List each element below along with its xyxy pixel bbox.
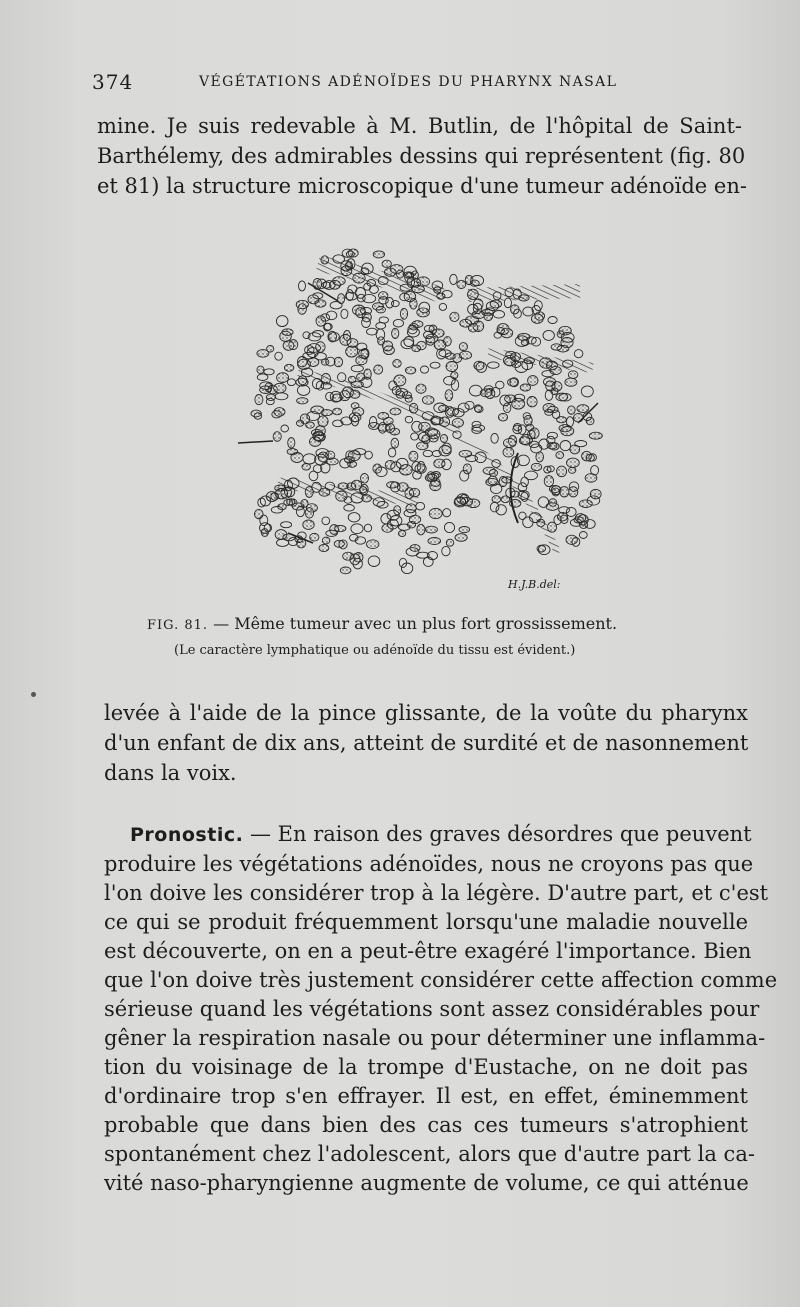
cell-mark xyxy=(409,451,418,461)
cell-mark xyxy=(255,395,263,405)
cell-mark xyxy=(567,417,574,427)
cell-mark xyxy=(459,527,470,533)
cell-mark xyxy=(341,309,348,318)
cell-mark xyxy=(356,356,367,365)
cell-mark xyxy=(528,376,538,386)
cell-mark xyxy=(297,385,309,395)
cell-mark xyxy=(271,493,279,500)
cell-mark xyxy=(343,552,354,560)
cell-mark xyxy=(274,408,285,417)
cell-mark xyxy=(297,398,308,404)
cell-mark xyxy=(548,317,557,324)
cell-mark xyxy=(296,300,308,308)
cell-mark xyxy=(373,464,382,473)
cell-mark xyxy=(490,502,499,512)
cell-mark xyxy=(531,463,541,470)
cell-mark xyxy=(559,326,571,335)
cell-mark xyxy=(416,384,426,393)
cell-mark xyxy=(551,388,558,395)
cell-mark xyxy=(459,450,472,457)
cell-mark xyxy=(394,375,406,386)
cell-mark xyxy=(260,515,268,525)
cell-mark xyxy=(351,415,358,426)
cell-mark xyxy=(364,524,371,532)
histology-illustration xyxy=(218,233,614,603)
cell-mark xyxy=(569,487,578,497)
cell-mark xyxy=(367,540,379,549)
cell-mark xyxy=(417,524,425,535)
cell-mark xyxy=(303,454,316,464)
cell-mark xyxy=(498,413,507,421)
cell-mark xyxy=(557,466,567,477)
cell-mark xyxy=(338,294,345,304)
cell-mark xyxy=(311,406,324,414)
cell-mark xyxy=(348,513,360,522)
cell-mark xyxy=(319,544,329,551)
cell-mark xyxy=(585,474,597,483)
cell-mark xyxy=(373,251,384,258)
cell-mark xyxy=(281,522,292,528)
cell-mark xyxy=(513,425,522,434)
cell-mark xyxy=(551,486,561,495)
running-title: VÉGÉTATIONS ADÉNOÏDES DU PHARYNX NASAL xyxy=(199,74,618,90)
cell-mark xyxy=(278,504,287,510)
cell-mark xyxy=(454,498,466,507)
cell-mark xyxy=(405,416,412,423)
cell-mark xyxy=(251,410,261,417)
body-line: ce qui se produit fréquemment lorsqu'une maladie nouvelle xyxy=(104,910,748,934)
body-line: d'ordinaire trop s'en effrayer. Il est, en effet, éminemment xyxy=(104,1084,748,1108)
cell-mark xyxy=(291,453,303,463)
cell-mark xyxy=(445,390,453,401)
cell-mark xyxy=(557,417,567,423)
cell-mark xyxy=(457,280,466,288)
cell-mark xyxy=(537,545,546,552)
cell-mark xyxy=(348,451,360,461)
cell-mark xyxy=(376,323,386,329)
cell-mark xyxy=(470,280,479,286)
cell-mark xyxy=(305,346,314,355)
cell-mark xyxy=(392,328,399,338)
body-line: probable que dans bien des cas ces tumeurs s'atrophient xyxy=(104,1113,748,1137)
cell-mark xyxy=(322,537,330,544)
cell-mark xyxy=(409,324,418,330)
cell-mark xyxy=(305,508,313,518)
cell-mark xyxy=(299,281,306,291)
cell-mark xyxy=(577,405,589,413)
cell-mark xyxy=(255,509,264,518)
cell-mark xyxy=(442,546,450,555)
cell-mark xyxy=(404,337,414,347)
body-line: vité naso-pharyngienne augmente de volume, ce qui atténue xyxy=(104,1171,749,1195)
body-line: sérieuse quand les végétations sont assez considérables pour xyxy=(104,997,760,1021)
cell-mark xyxy=(469,385,482,396)
cell-mark xyxy=(524,415,532,425)
cell-mark xyxy=(382,260,391,267)
cell-mark xyxy=(455,534,467,542)
cell-mark xyxy=(289,340,298,350)
cell-mark xyxy=(472,421,481,427)
cell-mark xyxy=(446,362,458,372)
cell-mark xyxy=(394,506,401,515)
cell-mark xyxy=(496,505,506,515)
cell-mark xyxy=(430,481,441,491)
cell-mark xyxy=(566,508,576,517)
cell-mark xyxy=(329,332,340,341)
body-line: et 81) la structure microscopique d'une tumeur adénoïde en- xyxy=(97,174,747,198)
cell-mark xyxy=(570,445,580,454)
cell-mark xyxy=(556,452,564,459)
cell-mark xyxy=(391,438,399,448)
body-line: spontanément chez l'adolescent, alors que d'autre part la ca- xyxy=(104,1142,755,1166)
section-heading: Pronostic. xyxy=(130,824,244,846)
cell-mark xyxy=(429,508,442,518)
cell-mark xyxy=(346,290,353,301)
cell-mark xyxy=(318,416,328,427)
body-line: dans la voix. xyxy=(104,761,237,785)
cell-mark xyxy=(344,505,355,512)
cell-mark xyxy=(339,540,347,549)
cell-mark xyxy=(489,469,497,476)
cell-mark xyxy=(326,458,338,465)
cell-mark xyxy=(341,417,352,425)
body-line: d'un enfant de dix ans, atteint de surdité et de nasonnement xyxy=(104,731,749,755)
cell-mark xyxy=(393,360,401,368)
cell-mark xyxy=(385,460,395,469)
cell-mark xyxy=(525,471,538,480)
cell-mark xyxy=(488,362,500,368)
tissue-engraving xyxy=(218,233,614,603)
cell-mark xyxy=(390,516,402,526)
cell-mark xyxy=(440,435,447,443)
cell-mark xyxy=(277,373,289,383)
cell-mark xyxy=(445,353,455,359)
cell-mark xyxy=(321,359,329,365)
cell-mark xyxy=(579,532,587,539)
cell-mark xyxy=(426,334,438,343)
cell-mark xyxy=(503,448,514,458)
cell-mark xyxy=(444,337,452,346)
cell-mark xyxy=(497,324,509,335)
cell-mark xyxy=(560,441,571,451)
cell-mark xyxy=(503,439,516,448)
cell-mark xyxy=(368,556,380,567)
cell-mark xyxy=(376,307,385,313)
cell-mark xyxy=(303,352,316,359)
cell-mark xyxy=(586,417,594,425)
cell-mark xyxy=(543,377,555,386)
cell-mark xyxy=(308,295,319,304)
body-line: Barthélemy, des admirables dessins qui représentent (fig. 80 xyxy=(97,144,746,168)
heading-line-text: — En raison des graves désordres que peuvent xyxy=(243,822,752,846)
cell-mark xyxy=(579,500,592,508)
cell-mark xyxy=(276,316,288,327)
cell-mark xyxy=(287,379,295,386)
cell-mark xyxy=(493,311,504,319)
cell-mark xyxy=(260,386,272,394)
cell-mark xyxy=(393,319,403,327)
cell-mark xyxy=(340,567,351,574)
cell-mark xyxy=(400,308,407,319)
cell-mark xyxy=(559,425,571,432)
cell-mark xyxy=(443,509,451,517)
cell-mark xyxy=(322,517,330,525)
body-line: gêner la respiration nasale ou pour déterminer une inflamma- xyxy=(104,1026,766,1050)
cell-mark xyxy=(459,343,467,351)
cell-mark xyxy=(288,438,295,448)
cell-mark xyxy=(303,520,314,529)
cell-mark xyxy=(520,384,530,391)
cell-mark xyxy=(379,292,388,300)
cell-mark xyxy=(439,303,446,310)
cell-mark xyxy=(257,350,269,358)
body-line: levée à l'aide de la pince glissante, de la voûte du pharynx xyxy=(104,701,748,725)
cell-mark xyxy=(353,407,364,416)
cell-mark xyxy=(429,435,438,442)
cell-mark xyxy=(574,350,583,358)
cell-mark xyxy=(491,433,498,443)
cell-mark xyxy=(569,467,576,473)
cell-mark xyxy=(351,365,363,372)
cell-mark xyxy=(434,459,445,468)
cell-mark xyxy=(329,280,340,289)
cell-mark xyxy=(310,533,319,541)
cell-mark xyxy=(568,371,578,379)
cell-mark xyxy=(348,249,358,257)
body-line: produire les végétations adénoïdes, nous ne croyons pas que xyxy=(104,852,754,876)
cell-mark xyxy=(405,395,412,402)
cell-mark xyxy=(568,406,576,414)
cell-mark xyxy=(508,378,518,386)
cell-mark xyxy=(547,432,557,439)
cell-mark xyxy=(484,313,493,321)
caption-note: (Le caractère lymphatique ou adénoïde du tissu est évident.) xyxy=(174,643,576,658)
cell-mark xyxy=(410,545,420,552)
cell-mark xyxy=(273,432,281,442)
cell-mark xyxy=(565,378,577,386)
cell-mark xyxy=(423,450,432,456)
cell-mark xyxy=(302,464,311,471)
cell-mark xyxy=(446,539,454,546)
cell-mark xyxy=(417,442,429,450)
cell-mark xyxy=(590,489,601,499)
cell-mark xyxy=(459,351,471,359)
cell-mark xyxy=(310,437,321,447)
cell-mark xyxy=(401,563,412,574)
cell-mark xyxy=(574,413,584,422)
cell-mark xyxy=(364,369,371,379)
page-header xyxy=(92,70,752,96)
cell-mark xyxy=(326,311,337,320)
cell-mark xyxy=(361,474,369,484)
cell-mark xyxy=(257,366,264,373)
print-speck xyxy=(31,692,36,697)
figure-label: FIG. 81. xyxy=(147,618,209,633)
cell-mark xyxy=(281,425,289,432)
cell-mark xyxy=(405,367,415,374)
cell-mark xyxy=(383,341,393,351)
cell-mark xyxy=(512,398,525,409)
cell-mark xyxy=(444,522,454,532)
cell-mark xyxy=(557,345,569,352)
cell-mark xyxy=(275,393,288,400)
cell-mark xyxy=(420,366,428,373)
cell-mark xyxy=(354,553,363,563)
figure-caption xyxy=(147,614,617,633)
cell-mark xyxy=(292,503,304,510)
cell-mark xyxy=(492,496,501,503)
page-number: 374 xyxy=(92,70,134,94)
body-line: l'on doive les considérer trop à la légère. D'autre part, et c'est xyxy=(104,881,769,905)
cell-mark xyxy=(473,321,484,332)
cell-mark xyxy=(430,362,440,368)
cell-mark xyxy=(384,417,394,424)
cell-mark xyxy=(412,345,421,352)
cell-mark xyxy=(442,443,451,454)
cell-mark xyxy=(417,308,430,317)
cell-mark xyxy=(451,372,458,379)
cell-mark xyxy=(567,458,580,467)
cell-mark xyxy=(297,420,304,426)
cell-mark xyxy=(535,312,545,320)
caption-text: — Même tumeur avec un plus fort grossissement. xyxy=(208,614,618,633)
cell-mark xyxy=(503,403,511,413)
cell-mark xyxy=(275,352,283,360)
cell-mark xyxy=(391,301,399,307)
cell-mark xyxy=(543,330,554,340)
body-line: mine. Je suis redevable à M. Butlin, de l'hôpital de Saint- xyxy=(97,114,742,138)
cell-mark xyxy=(450,274,457,284)
artist-signature: H.J.B.del: xyxy=(508,578,561,591)
cell-mark xyxy=(546,503,559,511)
cell-mark xyxy=(582,451,592,461)
cell-mark xyxy=(348,461,357,467)
cell-mark xyxy=(419,422,431,431)
cell-mark xyxy=(428,538,441,545)
cell-mark xyxy=(398,531,405,537)
cell-mark xyxy=(536,452,544,462)
cell-mark xyxy=(257,374,268,381)
body-line: que l'on doive très justement considérer cette affection comme xyxy=(104,968,778,992)
body-line: tion du voisinage de la trompe d'Eustache, on ne doit pas xyxy=(104,1055,748,1079)
cell-mark xyxy=(581,386,593,397)
cell-mark xyxy=(340,391,350,401)
cell-mark xyxy=(340,335,351,346)
cell-mark xyxy=(411,433,419,440)
cell-mark xyxy=(439,405,449,412)
cell-mark xyxy=(397,483,408,492)
cell-mark xyxy=(333,408,342,415)
cell-mark xyxy=(527,397,537,407)
section-first-line xyxy=(130,820,752,849)
cell-mark xyxy=(425,526,437,533)
cell-mark xyxy=(284,364,293,371)
cell-mark xyxy=(519,512,526,519)
cell-mark xyxy=(544,476,553,487)
cell-mark xyxy=(351,524,363,534)
cell-mark xyxy=(282,329,293,336)
cell-mark xyxy=(544,466,551,473)
cell-mark xyxy=(374,365,383,374)
cell-mark xyxy=(388,448,395,457)
body-line: est découverte, on en a peut-être exagéré l'importance. Bien xyxy=(104,939,752,963)
cell-mark xyxy=(261,529,268,537)
cell-mark xyxy=(589,432,602,439)
cell-mark xyxy=(450,312,459,321)
cell-mark xyxy=(422,396,434,404)
cell-mark xyxy=(557,512,567,521)
